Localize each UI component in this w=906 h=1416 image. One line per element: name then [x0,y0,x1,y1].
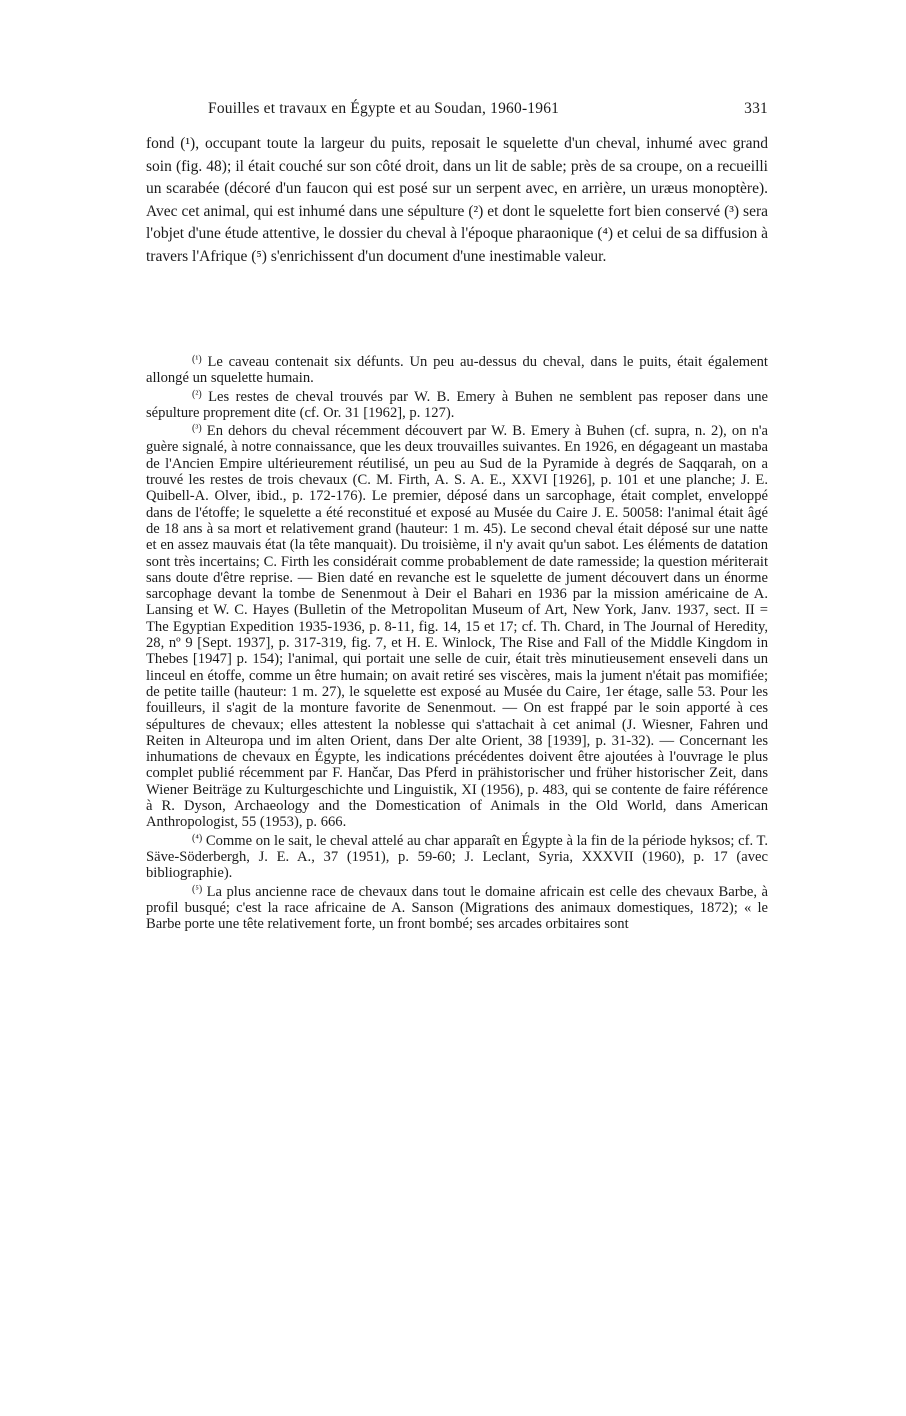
footnote-2 [146,387,768,422]
footnote-4 [146,831,768,882]
page-number: 331 [744,100,768,117]
footnote-number: (¹) [192,354,202,365]
footnote-number: (⁵) [192,883,203,895]
footnote-5 [146,882,768,933]
footnote-number: (²) [192,388,202,400]
footnote-text: Le caveau contenait six défunts. Un peu au-dessus du cheval, dans le puits, était également allongé un squelette humain. [146,354,768,387]
footnote-number: (³) [192,423,202,435]
footnote-1 [146,352,768,387]
footnote-3 [146,421,768,830]
footnote-text: En dehors du cheval récemment découvert par W. B. Emery à Buhen (cf. supra, n. 2), on n'a guère signalé, à notre connaissance, que les deux trouvailles suivantes. En 1926, en dégageant un mastaba de l'Ancien Empire ultérieurement réutilisé, un peu au Sud de la Pyramide à degrés de Saqqarah, on a trouvé les restes de trois chevaux (C. M. Firth, A. S. A. E., XXVI [1926], p. 101 et une planche; J. E. Quibell-A. Olver, ibid., p. 172-176). Le premier, déposé dans un sarcophage, était complet, enveloppé dans de l'étoffe; le squelette a été reconstitué et exposé au Musée du Caire J. E. 50058: l'animal était âgé de 18 ans à sa mort et relativement grand (hauteur: 1 m. 45). Le second cheval était déposé sur une natte et en assez mauvais état (la tête manquait). Du troisième, il n'y avait qu'un sabot. Les éléments de datation sont très incertains; C. Firth les considérait comme probablement de date ramesside; la question mériterait sans doute d'être reprise. — Bien daté en revanche est le squelette de jument découvert dans un énorme sarcophage devant la tombe de Senenmout à Deir el Bahari en 1936 par la mission américaine de A. Lansing et W. C. Hayes (Bulletin of the Metropolitan Museum of Art, New York, Janv. 1937, sect. II = The Egyptian Expedition 1935-1936, p. 8-11, fig. 14, 15 et 17; cf. Th. Chard, in The Journal of Heredity, 28, nº 9 [Sept. 1937], p. 317-319, fig. 7, et H. E. Winlock, The Rise and Fall of the Middle Kingdom in Thebes [1947] p. 154); l'animal, qui portait une selle de cuir, était très minutieusement enseveli dans un linceul en étoffe, comme un être humain; on avait retiré ses viscères, mais la jument n'était pas momifiée; de petite taille (hauteur: 1 m. 27), le squelette est exposé au Musée du Caire, 1er étage, salle 53. Pour les fouilleurs, il s'agit de la monture favorite de Senenmout. — On est frappé par le soin apporté à ces sépultures de chevaux; elles attestent la noblesse qui s'attachait à cet animal (J. Wiesner, Fahren und Reiten in Alteuropa und im alten Orient, dans Der alte Orient, 38 [1939], p. 31-32). — Concernant les inhumations de chevaux en Égypte, les indications précédentes doivent être ajoutées à l'ouvrage le plus complet publié récemment par F. Hančar, Das Pferd in prähistorischer und früher historischer Zeit, dans Wiener Beiträge zu Kulturgeschichte und Linguistik, XI (1956), p. 483, qui se contente de faire référence à R. Dyson, Archaeology and the Domestication of Animals in the Old World, dans American Anthropologist, 55 (1953), p. 666. [146,423,769,831]
footnote-number: (⁴) [192,832,203,844]
running-head-title: Fouilles et travaux en Égypte et au Soudan, 1960-1961 [208,100,560,117]
footnote-text: Comme on le sait, le cheval attelé au char apparaît en Égypte à la fin de la période hyksos; cf. T. Säve-Söderbergh, J. E. A., 37 (1951), p. 59-60; J. Leclant, Syria, XXXVII (1960), p. 17 (avec bibliographie). [146,832,768,882]
body-text [146,133,768,269]
body-paragraph: fond (¹), occupant toute la largeur du puits, reposait le squelette d'un cheval, inhumé avec grand soin (fig. 48); il était couché sur son côté droit, dans un lit de sable; près de sa croupe, on a recueilli un scarabée (décoré d'un faucon qui est posé sur un serpent avec, en arrière, un uræus monoptère). Avec cet animal, qui est inhumé dans une sépulture (²) et dont le squelette fort bien conservé (³) sera l'objet d'une étude attentive, le dossier du cheval à l'époque pharaonique (⁴) et celui de sa diffusion à travers l'Afrique (⁵) s'enrichissent d'un document d'une inestimable valeur. [146,135,768,265]
footnote-text: Les restes de cheval trouvés par W. B. Emery à Buhen ne semblent pas reposer dans une sépulture proprement dite (cf. Or. 31 [1962], p. 127). [146,388,768,421]
footnote-text: La plus ancienne race de chevaux dans tout le domaine africain est celle des chevaux Barbe, à profil busqué; c'est la race africaine de A. Sanson (Migrations des animaux domestiques, 1872); « le Barbe porte une tête relativement forte, un front bombé; ses arcades orbitaires sont [146,883,769,933]
footnotes [146,352,768,932]
